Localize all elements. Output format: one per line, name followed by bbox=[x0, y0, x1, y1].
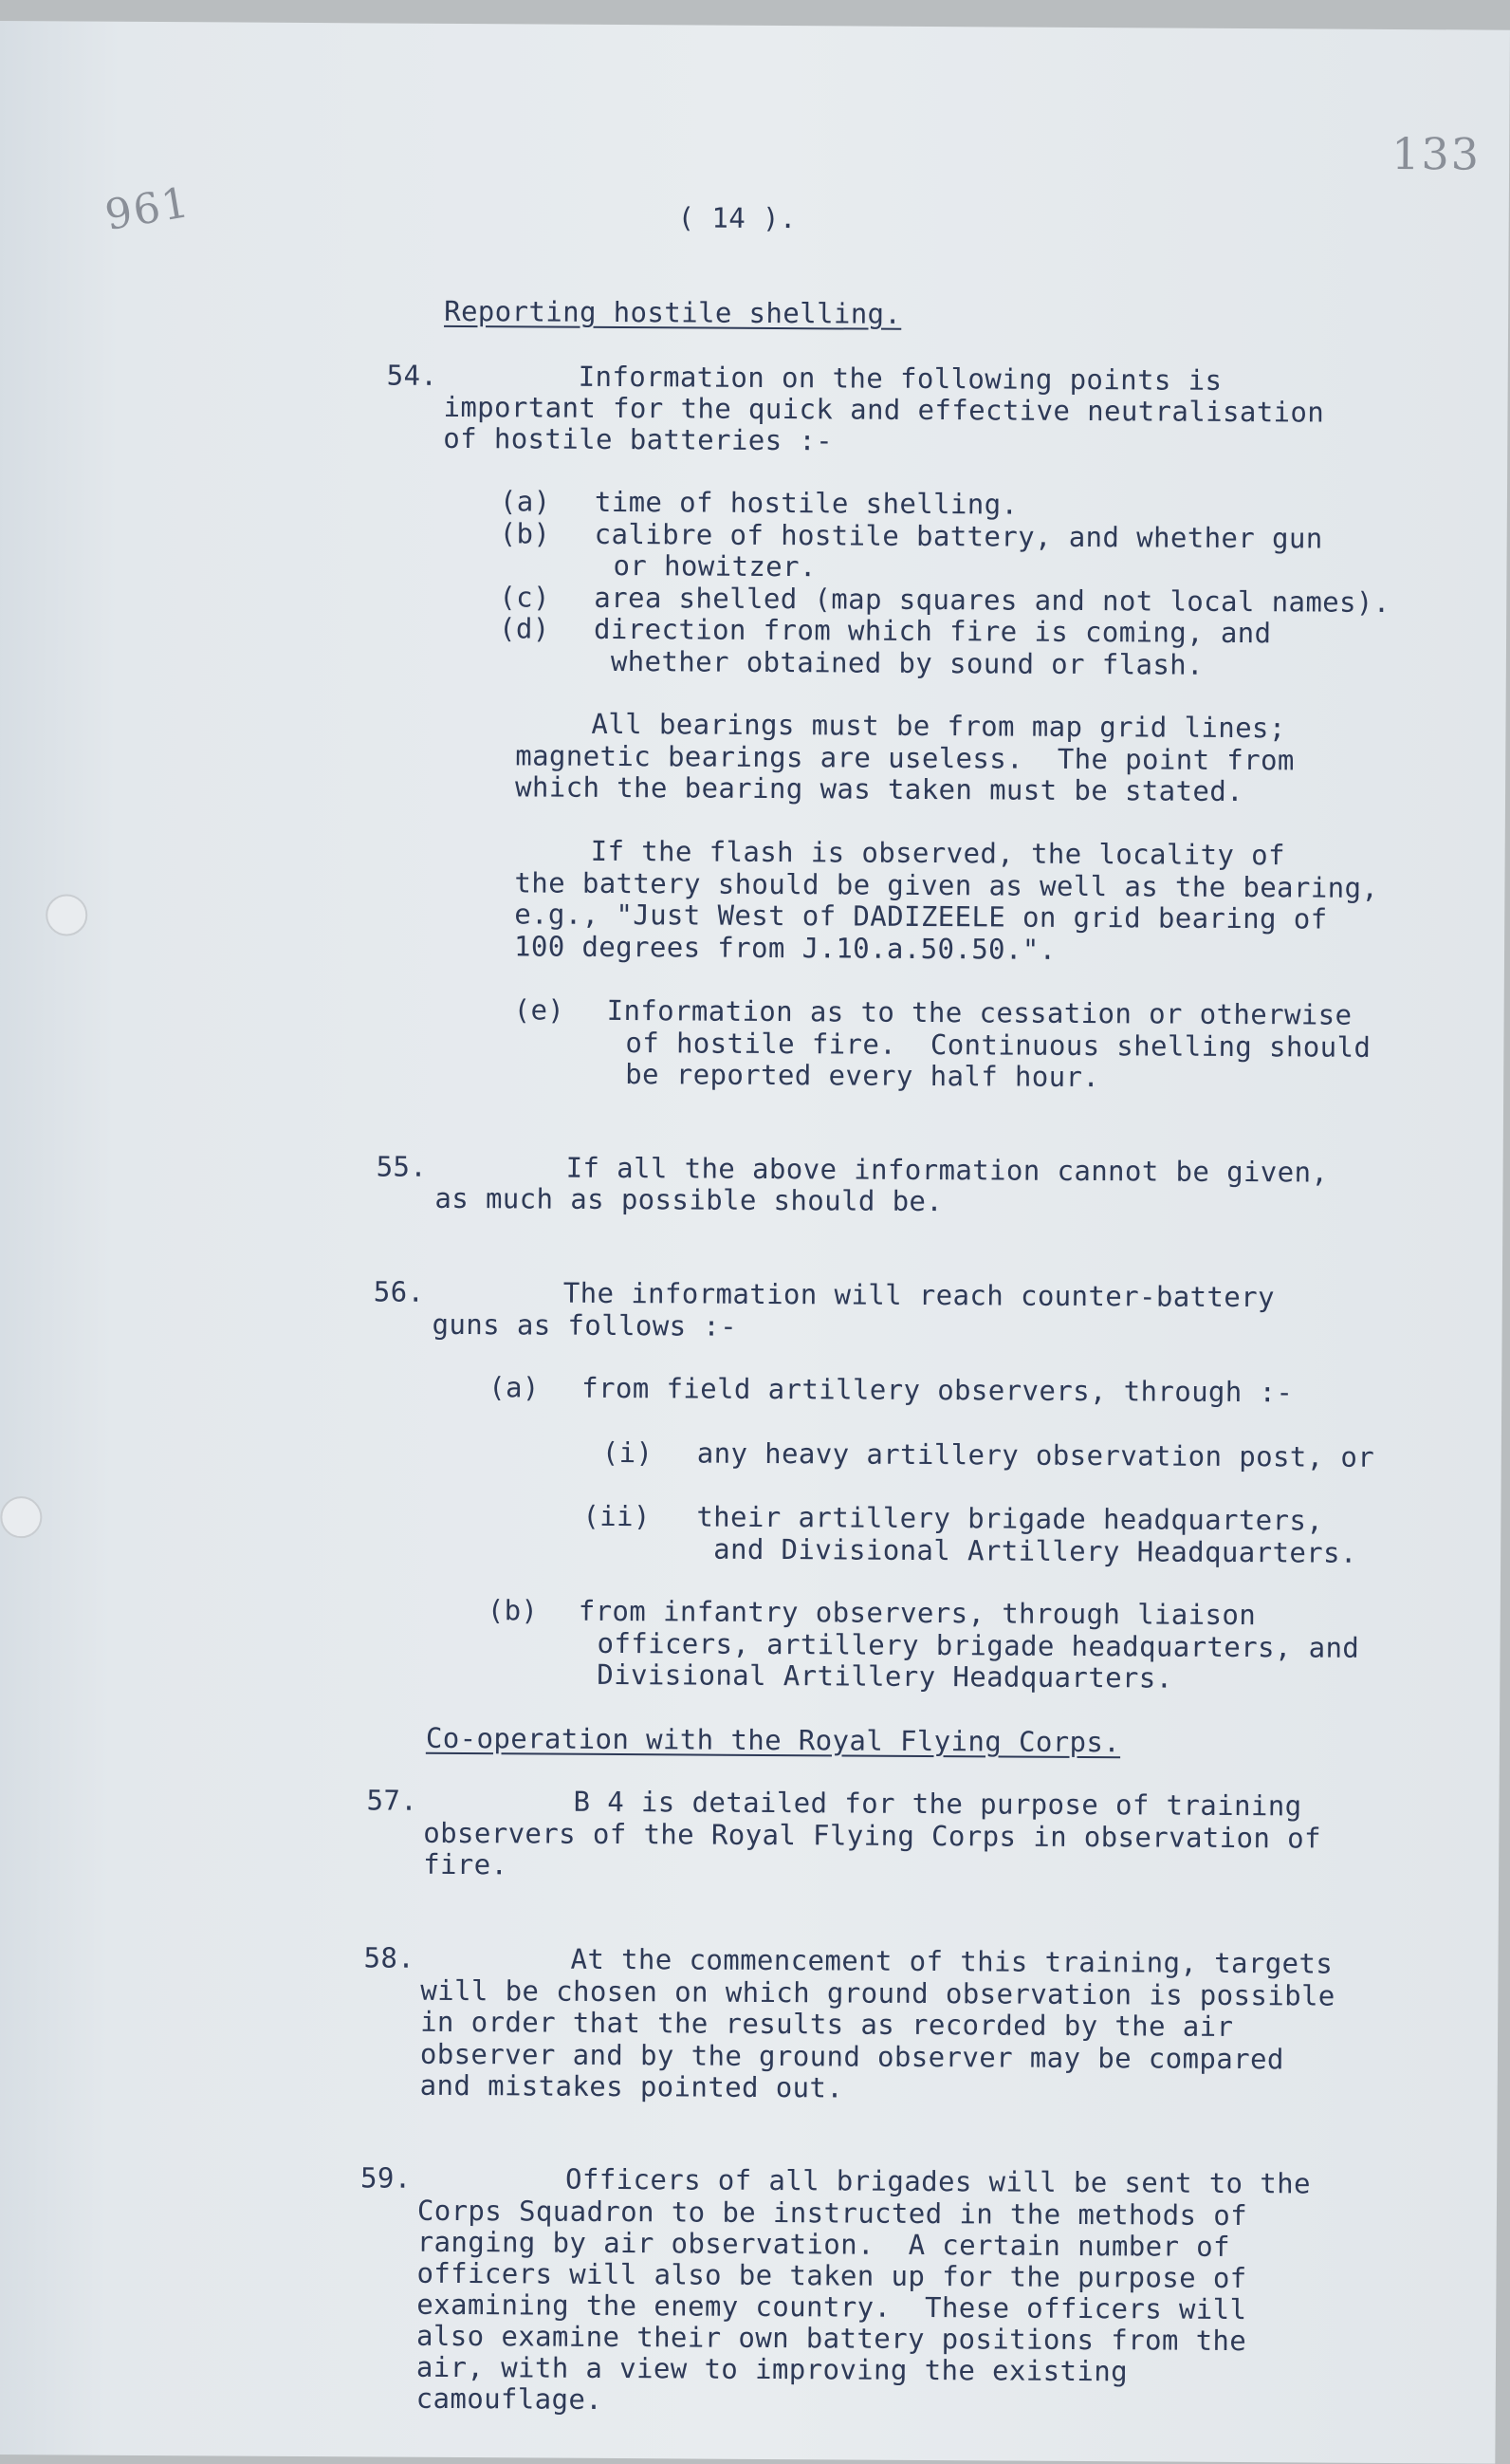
list-label-56aii: (ii) bbox=[582, 1499, 651, 1533]
para-59-line: Corps Squadron to be instructed in the methods of bbox=[416, 2194, 1248, 2232]
para-57-line: observers of the Royal Flying Corps in observation of bbox=[423, 1816, 1321, 1855]
list-item-b: calibre of hostile battery, and whether gun bbox=[594, 517, 1323, 555]
list-item-56ai: any heavy artillery observation post, or bbox=[696, 1436, 1375, 1473]
para-56-line: guns as follows :- bbox=[432, 1307, 738, 1343]
note-bearings: magnetic bearings are useless. The point from bbox=[515, 739, 1295, 777]
para-55-line: as much as possible should be. bbox=[434, 1181, 944, 1218]
list-label-56ai: (i) bbox=[601, 1436, 654, 1470]
archive-number-mark: 961 bbox=[101, 177, 194, 241]
para-number-58: 58. bbox=[363, 1941, 415, 1974]
list-item-56aii: their artillery brigade headquarters, bbox=[696, 1500, 1324, 1537]
note-flash: If the flash is observed, the locality of bbox=[590, 834, 1286, 872]
list-item-e: Information as to the cessation or otherwise bbox=[606, 993, 1353, 1031]
para-59-line: examining the enemy country. These officers will bbox=[416, 2288, 1247, 2326]
list-label-c: (c) bbox=[499, 581, 550, 614]
section-heading-reporting: Reporting hostile shelling. bbox=[444, 294, 902, 330]
section-heading-rfc: Co-operation with the Royal Flying Corps. bbox=[425, 1721, 1121, 1759]
note-flash: the battery should be given as well as the bearing, bbox=[514, 866, 1379, 904]
para-58-line: At the commencement of this training, targets bbox=[570, 1942, 1334, 1980]
note-bearings: which the bearing was taken must be stated. bbox=[514, 770, 1244, 808]
list-label-b: (b) bbox=[499, 517, 551, 550]
list-label-a: (a) bbox=[499, 485, 551, 518]
para-55-line: If all the above information cannot be given, bbox=[565, 1151, 1329, 1189]
para-54-line: of hostile batteries :- bbox=[443, 421, 834, 457]
para-59-line: also examine their own battery positions from the bbox=[416, 2319, 1247, 2358]
list-item-a: time of hostile shelling. bbox=[594, 485, 1019, 521]
para-number-54: 54. bbox=[386, 359, 438, 392]
punch-hole-upper bbox=[46, 894, 87, 936]
list-label-e: (e) bbox=[513, 993, 565, 1027]
page-number: ( 14 ). bbox=[677, 201, 797, 235]
list-item-d: whether obtained by sound or flash. bbox=[610, 644, 1205, 681]
note-bearings: All bearings must be from map grid lines; bbox=[591, 707, 1286, 745]
list-label-56a: (a) bbox=[488, 1371, 540, 1404]
para-number-55: 55. bbox=[376, 1150, 428, 1183]
list-label-56b: (b) bbox=[487, 1594, 539, 1627]
para-number-56: 56. bbox=[373, 1275, 425, 1308]
para-58-line: observer and by the ground observer may be compared bbox=[419, 2037, 1284, 2076]
note-flash: e.g., "Just West of DADIZEELE on grid bearing of bbox=[514, 898, 1328, 936]
list-label-d: (d) bbox=[498, 612, 550, 645]
list-item-56b: from infantry observers, through liaison bbox=[578, 1594, 1257, 1632]
para-59-line: Officers of all brigades will be sent to the bbox=[565, 2162, 1312, 2200]
para-59-line: officers will also be taken up for the purpose of bbox=[416, 2256, 1247, 2295]
para-58-line: in order that the results as recorded by the air bbox=[420, 2005, 1234, 2043]
para-54-line: important for the quick and effective neutralisation bbox=[443, 390, 1325, 429]
folio-number-mark: 133 bbox=[1391, 127, 1482, 180]
para-number-59: 59. bbox=[360, 2161, 412, 2195]
note-flash: 100 degrees from J.10.a.50.50.". bbox=[513, 930, 1057, 966]
para-58-line: and mistakes pointed out. bbox=[419, 2068, 844, 2104]
para-59-line: air, with a view to improving the existing bbox=[415, 2350, 1129, 2388]
list-item-e: of hostile fire. Continuous shelling should bbox=[625, 1027, 1372, 1064]
para-59-line: camouflage. bbox=[415, 2381, 603, 2416]
list-item-56b: Divisional Artillery Headquarters. bbox=[597, 1658, 1173, 1695]
para-54-line: Information on the following points is bbox=[578, 360, 1223, 397]
document-page bbox=[0, 21, 1510, 2464]
list-item-d: direction from which fire is coming, and bbox=[593, 612, 1272, 650]
para-57-line: B 4 is detailed for the purpose of training bbox=[573, 1785, 1302, 1823]
list-item-56a: from field artillery observers, through :- bbox=[581, 1371, 1294, 1409]
list-item-b: or howitzer. bbox=[613, 548, 817, 584]
list-item-56aii: and Divisional Artillery Headquarters. bbox=[713, 1532, 1357, 1569]
para-59-line: ranging by air observation. A certain number of bbox=[416, 2225, 1231, 2263]
para-56-line: The information will reach counter-battery bbox=[562, 1276, 1276, 1314]
list-item-e: be reported every half hour. bbox=[625, 1058, 1100, 1094]
para-number-57: 57. bbox=[366, 1784, 418, 1817]
para-57-line: fire. bbox=[423, 1847, 508, 1881]
punch-hole-lower bbox=[0, 1496, 42, 1538]
list-item-c: area shelled (map squares and not local names). bbox=[594, 581, 1390, 619]
list-item-56b: officers, artillery brigade headquarters, and bbox=[597, 1626, 1360, 1664]
para-58-line: will be chosen on which ground observation is possible bbox=[420, 1973, 1335, 2012]
